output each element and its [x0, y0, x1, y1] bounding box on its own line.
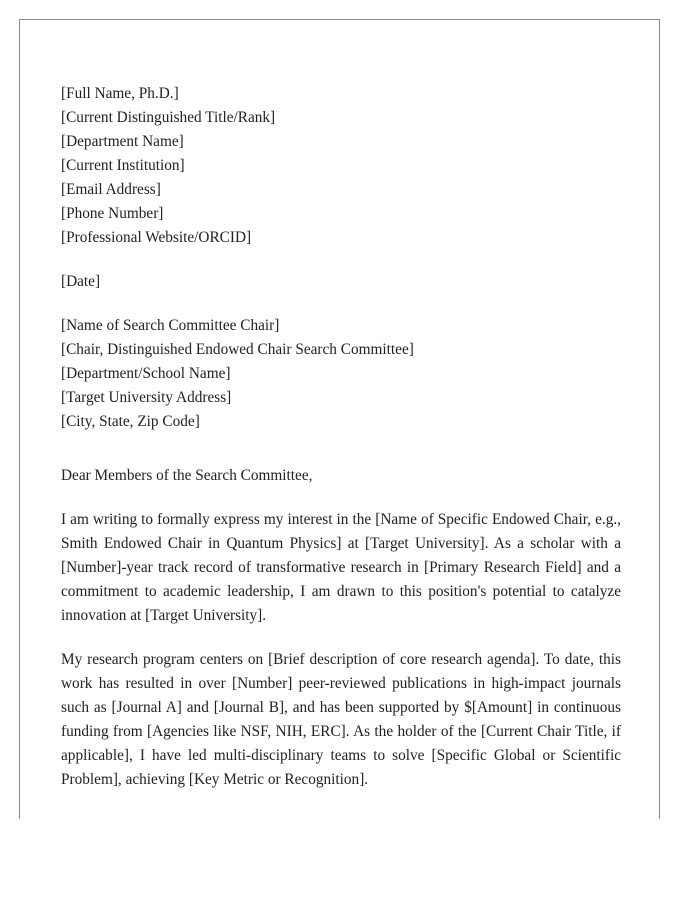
- sender-title: [Current Distinguished Title/Rank]: [61, 109, 276, 126]
- letter-date: [Date]: [61, 273, 101, 290]
- recipient-title: [Chair, Distinguished Endowed Chair Search Committee]: [61, 341, 414, 358]
- sender-email: [Email Address]: [61, 181, 161, 198]
- sender-website: [Professional Website/ORCID]: [61, 229, 252, 246]
- sender-department: [Department Name]: [61, 133, 184, 150]
- letter-content: [61, 82, 621, 792]
- letter-page: [19, 19, 660, 819]
- recipient-city: [City, State, Zip Code]: [61, 413, 200, 430]
- recipient-department: [Department/School Name]: [61, 365, 231, 382]
- sender-block: [61, 82, 621, 250]
- sender-name: [Full Name, Ph.D.]: [61, 85, 179, 102]
- salutation: Dear Members of the Search Committee,: [61, 467, 313, 484]
- sender-institution: [Current Institution]: [61, 157, 185, 174]
- body-paragraph-1: I am writing to formally express my interest in the [Name of Specific Endowed Chair, e.g., Smith Endowed Chair in Quantum Physics] at [Target University]. As a scholar with a [Number]-year track record of transformative research in [Primary Research Field] and a commitment to academic leadership, I am drawn to this position's potential to catalyze innovation at [Target University].: [61, 511, 621, 624]
- recipient-address: [Target University Address]: [61, 389, 232, 406]
- recipient-block: [61, 314, 621, 434]
- recipient-name: [Name of Search Committee Chair]: [61, 317, 280, 334]
- body-paragraph-2: My research program centers on [Brief description of core research agenda]. To date, this work has resulted in over [Number] peer-reviewed publications in high-impact journals such as [Journal A] and [Journal B], and has been supported by $[Amount] in continuous funding from [Agencies like NSF, NIH, ERC]. As the holder of the [Current Chair Title, if applicable], I have led multi-disciplinary teams to solve [Specific Global or Scientific Problem], achieving [Key Metric or Recognition].: [61, 651, 621, 788]
- sender-phone: [Phone Number]: [61, 205, 164, 222]
